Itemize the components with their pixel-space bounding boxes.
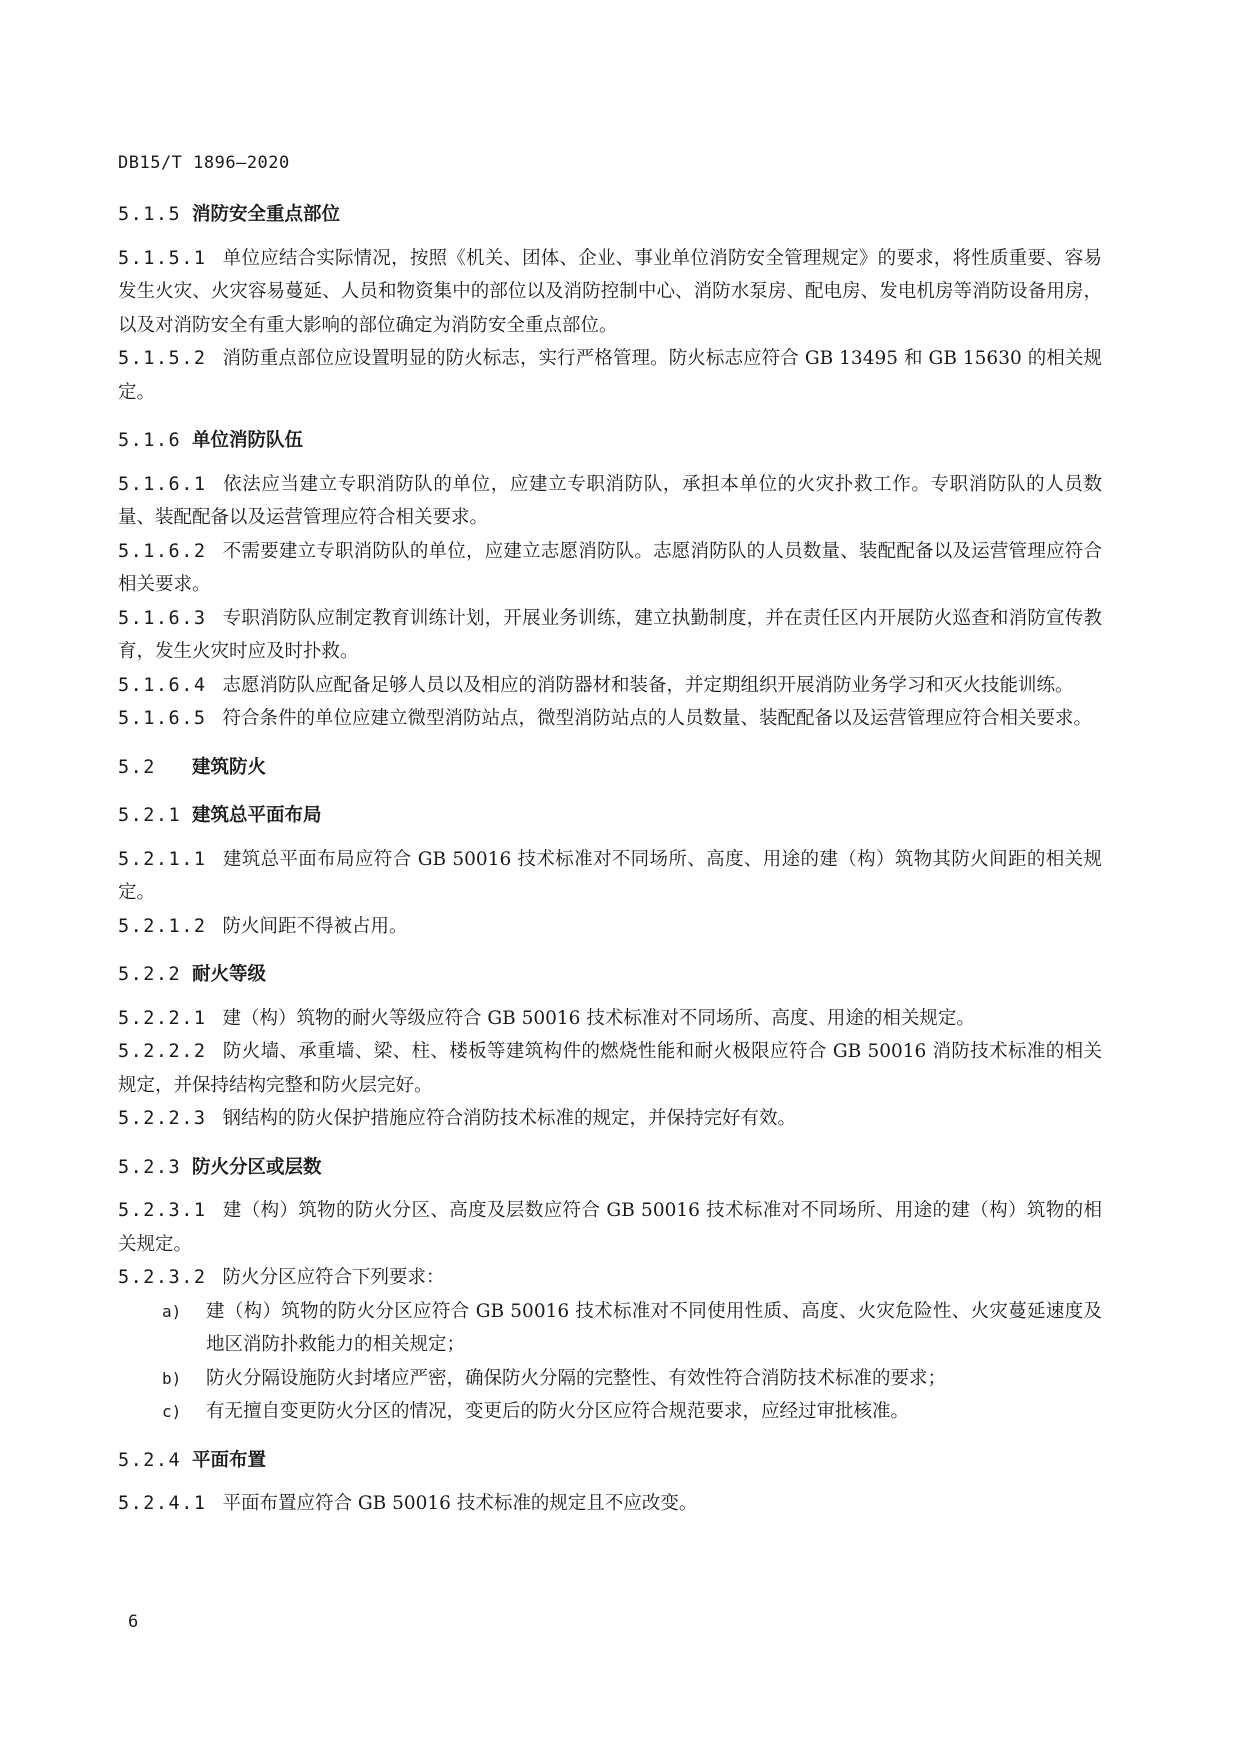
list-item-text: 防火分隔设施防火封堵应严密，确保防火分隔的完整性、有效性符合消防技术标准的要求； xyxy=(206,1367,947,1389)
clause-number: 5.2.4.1 xyxy=(118,1493,207,1514)
list-item-text: 有无擅自变更防火分区的情况，变更后的防火分区应符合规范要求，应经过审批核准。 xyxy=(206,1401,910,1422)
clause-number: 5.1.6.1 xyxy=(118,473,207,495)
clause-5-2-1-2 xyxy=(118,910,1102,944)
clause-number: 5.1.5.2 xyxy=(118,348,207,369)
list-item-b xyxy=(162,1362,1102,1396)
clause-number: 5.2.1.2 xyxy=(118,915,207,937)
clause-5-1-6-3 xyxy=(118,602,1102,669)
document-body xyxy=(118,198,1102,1521)
clause-number: 5.2.3.2 xyxy=(118,1267,207,1288)
clause-number: 5.1.6.5 xyxy=(118,708,207,729)
clause-number: 5.2.2.1 xyxy=(118,1007,207,1029)
clause-5-2-2-2 xyxy=(118,1035,1102,1102)
section-title: 消防安全重点部位 xyxy=(192,204,341,225)
section-title: 耐火等级 xyxy=(192,964,267,985)
clause-number: 5.1.6.4 xyxy=(118,674,207,696)
section-title: 建筑总平面布局 xyxy=(192,805,322,826)
clause-5-1-6-4 xyxy=(118,669,1102,703)
clause-5-2-2-1 xyxy=(118,1002,1102,1036)
clause-text: 建（构）筑物的耐火等级应符合 GB 50016 技术标准对不同场所、高度、用途的相关规定。 xyxy=(222,1007,975,1029)
clause-text: 志愿消防队应配备足够人员以及相应的消防器材和装备，并定期组织开展消防业务学习和灭火技能训练。 xyxy=(222,674,1074,696)
section-heading-5-2-1 xyxy=(118,799,1102,833)
clause-number: 5.1.5.1 xyxy=(118,247,207,269)
section-number: 5.2.1 xyxy=(118,805,182,826)
section-heading-5-1-6 xyxy=(118,424,1102,458)
section-heading-5-2-2 xyxy=(118,958,1102,992)
clause-5-2-3-1 xyxy=(118,1194,1102,1261)
section-heading-5-2-3 xyxy=(118,1151,1102,1185)
clause-5-2-4-1 xyxy=(118,1487,1102,1521)
clause-5-2-2-3 xyxy=(118,1102,1102,1136)
section-heading-5-2 xyxy=(118,751,1102,785)
clause-text: 消防重点部位应设置明显的防火标志，实行严格管理。防火标志应符合 GB 13495 和 GB 15630 的相关规定。 xyxy=(118,348,1102,403)
clause-number: 5.2.3.1 xyxy=(118,1200,207,1221)
clause-text: 依法应当建立专职消防队的单位，应建立专职消防队，承担本单位的火灾扑救工作。专职消防队的人员数量、装配配备以及运营管理应符合相关要求。 xyxy=(118,473,1102,528)
document-code-header: DB15/T 1896—2020 xyxy=(118,153,290,173)
section-title: 单位消防队伍 xyxy=(192,430,304,451)
clause-number: 5.2.1.1 xyxy=(118,848,207,870)
section-number: 5.2.4 xyxy=(118,1449,182,1471)
clause-5-1-5-1 xyxy=(118,242,1102,343)
section-title: 平面布置 xyxy=(192,1449,267,1471)
list-item-a xyxy=(162,1295,1102,1362)
clause-text: 符合条件的单位应建立微型消防站点，微型消防站点的人员数量、装配配备以及运营管理应符合相关要求。 xyxy=(222,708,1092,729)
clause-5-1-6-5 xyxy=(118,702,1102,736)
list-marker: b) xyxy=(162,1368,182,1388)
section-number: 5.1.5 xyxy=(118,204,182,225)
clause-5-1-5-2 xyxy=(118,342,1102,409)
list-marker: c) xyxy=(162,1402,182,1421)
clause-text: 建筑总平面布局应符合 GB 50016 技术标准对不同场所、高度、用途的建（构）筑物其防火间距的相关规定。 xyxy=(118,848,1102,903)
section-number: 5.1.6 xyxy=(118,430,182,451)
section-heading-5-1-5 xyxy=(118,198,1102,232)
clause-text: 专职消防队应制定教育训练计划，开展业务训练，建立执勤制度，并在责任区内开展防火巡查和消防宣传教育，发生火灾时应及时扑救。 xyxy=(118,607,1102,662)
clause-text: 建（构）筑物的防火分区、高度及层数应符合 GB 50016 技术标准对不同场所、用途的建（构）筑物的相关规定。 xyxy=(118,1200,1102,1255)
clause-text: 防火墙、承重墙、梁、柱、楼板等建筑构件的燃烧性能和耐火极限应符合 GB 50016 消防技术标准的相关规定，并保持结构完整和防火层完好。 xyxy=(118,1041,1102,1096)
section-number: 5.2.2 xyxy=(118,964,182,985)
section-title: 建筑防火 xyxy=(192,756,267,778)
clause-text: 平面布置应符合 GB 50016 技术标准的规定且不应改变。 xyxy=(222,1493,698,1514)
list-item-text: 建（构）筑物的防火分区应符合 GB 50016 技术标准对不同使用性质、高度、火灾危险性、火灾蔓延速度及地区消防扑救能力的相关规定； xyxy=(206,1300,1102,1355)
clause-text: 不需要建立专职消防队的单位，应建立志愿消防队。志愿消防队的人员数量、装配配备以及运营管理应符合相关要求。 xyxy=(118,540,1102,595)
page-number: 6 xyxy=(128,1612,139,1632)
clause-number: 5.1.6.3 xyxy=(118,607,207,629)
clause-text: 防火间距不得被占用。 xyxy=(222,915,408,937)
clause-text: 单位应结合实际情况，按照《机关、团体、企业、事业单位消防安全管理规定》的要求，将性质重要、容易发生火灾、火灾容易蔓延、人员和物资集中的部位以及消防控制中心、消防水泵房、配电房、发电机房等消防设备用房，以及对消防安全有重大影响的部位确定为消防安全重点部位。 xyxy=(118,247,1102,336)
clause-number: 5.2.2.2 xyxy=(118,1041,207,1062)
section-number: 5.2.3 xyxy=(118,1156,182,1178)
clause-5-1-6-2 xyxy=(118,535,1102,602)
list-item-c xyxy=(162,1395,1102,1429)
clause-5-1-6-1 xyxy=(118,468,1102,535)
clause-5-2-1-1 xyxy=(118,843,1102,910)
section-title: 防火分区或层数 xyxy=(192,1156,322,1178)
section-heading-5-2-4 xyxy=(118,1444,1102,1478)
section-number: 5.2 xyxy=(118,756,156,778)
clause-number: 5.2.2.3 xyxy=(118,1108,207,1129)
clause-5-2-3-2 xyxy=(118,1261,1102,1295)
list-marker: a) xyxy=(162,1301,182,1321)
clause-text: 钢结构的防火保护措施应符合消防技术标准的规定，并保持完好有效。 xyxy=(222,1108,796,1129)
clause-text: 防火分区应符合下列要求： xyxy=(222,1267,445,1288)
clause-number: 5.1.6.2 xyxy=(118,540,207,562)
